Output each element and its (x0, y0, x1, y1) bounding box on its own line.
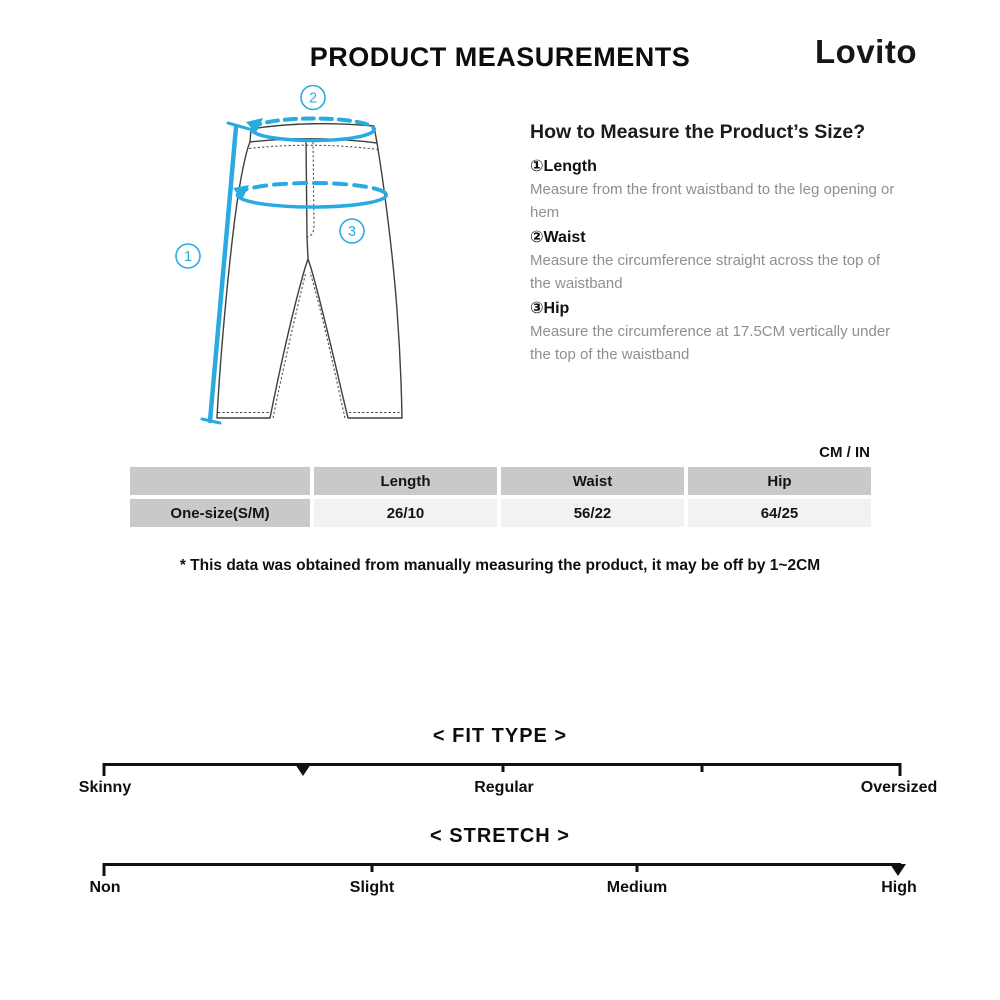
how-to-measure-heading: How to Measure the Product’s Size? (530, 121, 866, 143)
measure-item-description: Measure the circumference straight across the top of the waistband (530, 252, 881, 293)
scale-label-medium: Medium (606, 879, 668, 896)
measurement-table (126, 463, 875, 531)
stretch-marker (890, 864, 906, 876)
measure-item-label: ①Length (530, 158, 597, 175)
table-row (130, 499, 871, 527)
scale-label-oversized: Oversized (860, 779, 938, 796)
table-cell-length: 26/10 (314, 499, 497, 527)
scale-tick (502, 763, 505, 772)
table-header-waist: Waist (501, 467, 684, 495)
measure-item-label: ②Waist (530, 229, 586, 247)
length-bottom-tick (202, 419, 220, 423)
stretch-scale-line (104, 863, 901, 866)
waist-marker-number: 2 (308, 90, 318, 107)
table-header-hip: Hip (688, 467, 871, 495)
hip-marker-number: 3 (347, 224, 357, 240)
scale-tick (899, 763, 902, 776)
scale-tick (103, 763, 106, 776)
measure-item-label: ③Hip (530, 300, 570, 318)
unit-label: CM / IN (819, 444, 870, 461)
scale-label-skinny: Skinny (78, 779, 132, 796)
how-to-measure-section (530, 121, 900, 367)
measure-item-waist (530, 227, 900, 295)
length-top-tick (228, 123, 249, 129)
page-title: PRODUCT MEASUREMENTS (309, 42, 691, 72)
measure-item-description: Measure from the front waistband to the leg opening or hem (530, 181, 895, 222)
scale-label-non: Non (89, 879, 121, 896)
scale-tick (103, 863, 106, 876)
table-header-size (130, 467, 310, 495)
brand-logo: Lovito (815, 33, 917, 70)
scale-tick (371, 863, 374, 872)
fit-type-marker (295, 764, 311, 776)
stretch-title: < STRETCH > (430, 825, 570, 847)
fit-type-title: < FIT TYPE > (432, 725, 568, 747)
pants-measurement-diagram (160, 85, 450, 435)
scale-label-regular: Regular (474, 779, 534, 796)
scale-label-high: High (881, 879, 917, 896)
disclaimer-text: * This data was obtained from manually measuring the product, it may be off by 1~2CM (179, 557, 821, 574)
measure-item-description: Measure the circumference at 17.5CM vertically under the top of the waistband (530, 323, 891, 364)
length-marker-number: 1 (183, 249, 193, 265)
measure-item-hip (530, 298, 900, 366)
scale-tick (636, 863, 639, 872)
scale-tick (701, 763, 704, 772)
measure-item-length (530, 156, 900, 224)
table-header-length: Length (314, 467, 497, 495)
pants-outline (217, 124, 402, 418)
scale-label-slight: Slight (349, 879, 395, 896)
table-cell-waist: 56/22 (501, 499, 684, 527)
table-cell-hip: 64/25 (688, 499, 871, 527)
table-header-row (130, 467, 871, 495)
table-cell-size-label: One-size(S/M) (130, 499, 310, 527)
